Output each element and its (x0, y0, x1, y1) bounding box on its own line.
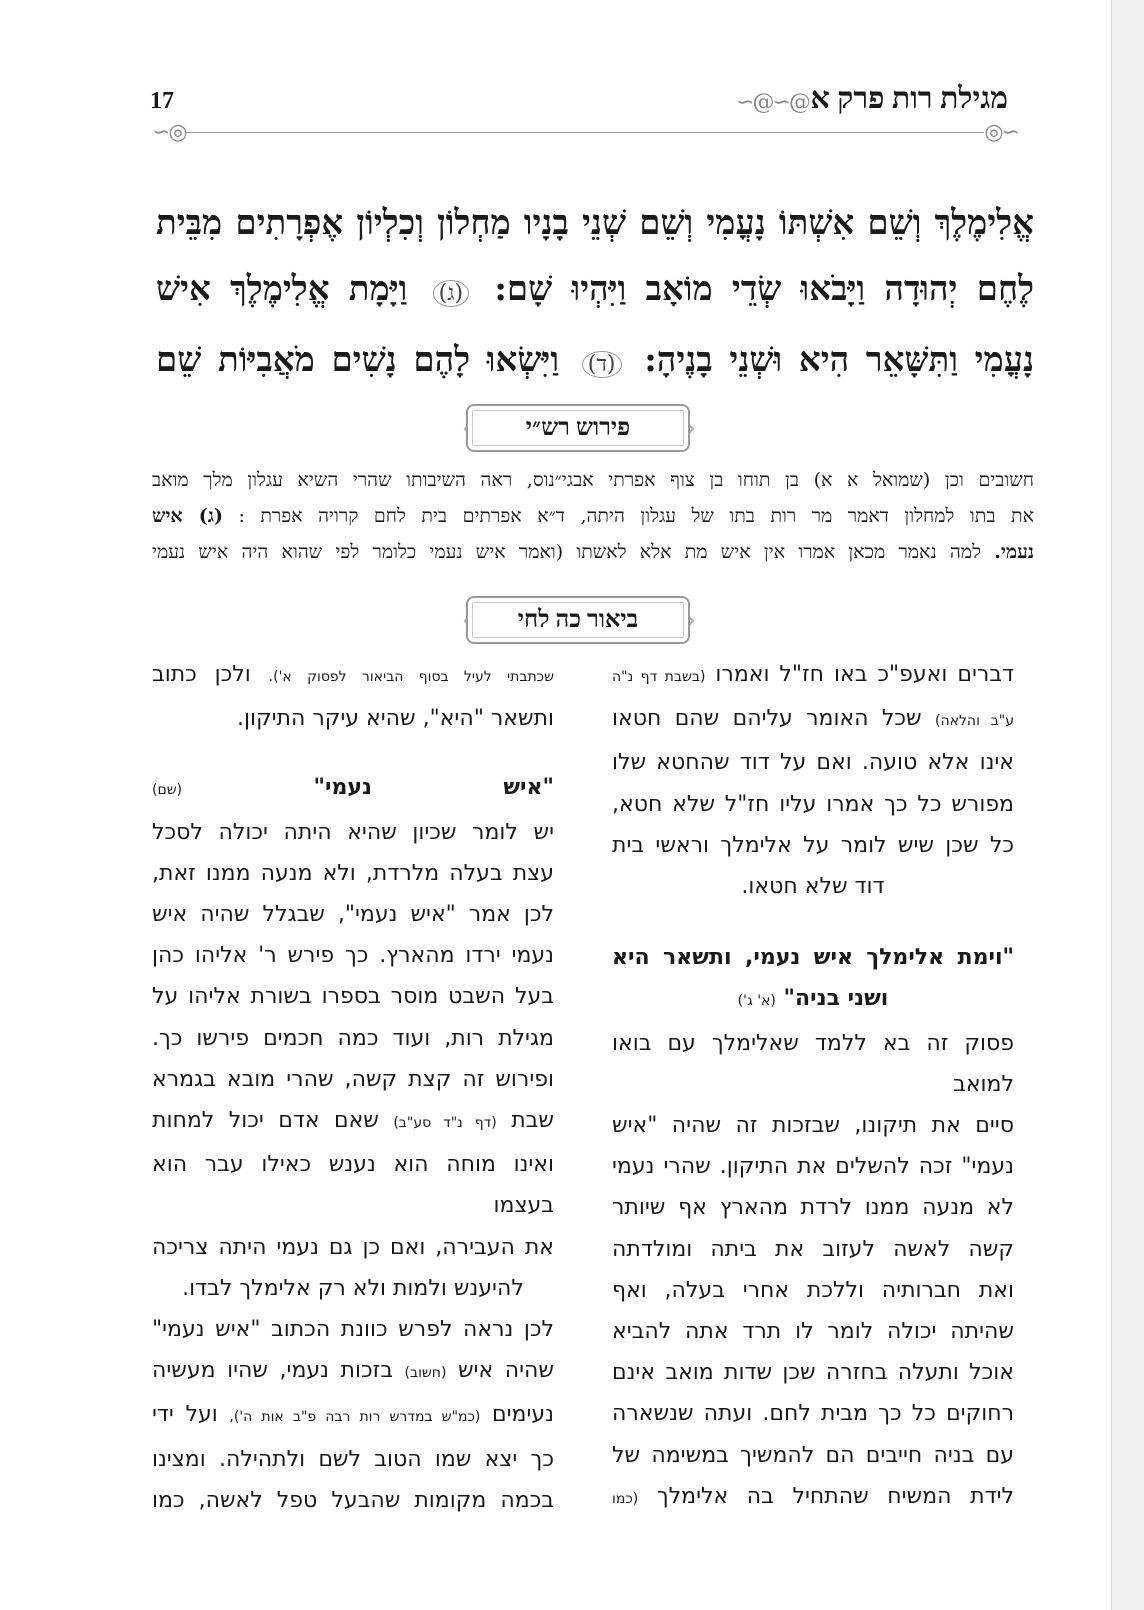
rashi-verse-heading: נעמי. (994, 541, 1034, 563)
paragraph-line: יש לומר שכיון שהיא היתה יכולה לסכל (152, 819, 554, 845)
section-heading (612, 978, 1014, 1022)
page-edge (1111, 0, 1144, 1610)
running-title: מגילת רות פרק א (810, 82, 1008, 115)
text: בזכות נעמי, שהיו מעשיה (152, 1358, 393, 1384)
paragraph-line: כך יצא שמו הטוב לשם ולתהילה. ומצינו (152, 1446, 554, 1472)
paragraph-line: סיים את תיקונו, שבזכות זה שהיה "איש (612, 1113, 1014, 1139)
text: נעימים (492, 1402, 554, 1428)
text: לידת המשיח שהתחיל בה אלימלך (656, 1483, 1014, 1509)
rashi-verse-heading: (ג) איש (152, 505, 223, 527)
paragraph-line: נעמי ירדו מהארץ. כך פירש ר' אליהו כהן (152, 943, 554, 969)
section-heading: "וימת אלימלך איש נעמי, ותשאר היא (612, 945, 1014, 971)
paragraph-line: את העבירה, ואם כן גם נעמי היתה צריכה (152, 1234, 554, 1260)
paragraph-line: ואינו מוחה הוא נענש כאילו עבר הוא בעצמו (152, 1152, 554, 1219)
source-ref: (דף נ"ד סע"ב) (393, 1115, 497, 1132)
rashi-commentary (152, 462, 1034, 570)
heading-text: "איש נעמי" (313, 775, 554, 801)
page-header (150, 80, 1018, 150)
paragraph-line: ואת חברותיה וללכת אחרי בעלה, ואף (612, 1277, 1014, 1303)
paragraph-line: מגילת רות, ועוד כמה חכמים פירשו כך. (152, 1025, 554, 1051)
paragraph-line (152, 1100, 554, 1144)
source-ref: (בשבת דף נ"ה (612, 669, 706, 685)
text: ולכן כתוב (152, 662, 251, 687)
paragraph-line: רחוקים כל כך מבית לחם. ועתה שנשארה (612, 1401, 1014, 1427)
verse-number: (ד) (582, 351, 622, 378)
paragraph-line: לכן אמר "איש נעמי", שבגלל שהיה איש (152, 902, 554, 928)
paragraph-line: פסוק זה בא ללמד שאלימלך עם בואו למואב (612, 1030, 1014, 1097)
paragraph-line: עצת בעלה מלרדת, ולא מנעה ממנו זאת, (152, 860, 554, 886)
text: שבת (511, 1108, 554, 1134)
source-ref: (כמו (612, 1490, 639, 1507)
source-ref: (חשוב) (404, 1365, 447, 1382)
text: שהיה איש (457, 1358, 554, 1384)
paragraph-line: ופירוש זה קצת קשה, שהרי מובא בגמרא (152, 1066, 554, 1092)
commentary-column-right (612, 654, 1014, 1520)
verse-line-text: וַיִּשְׂאוּ לָהֶם נָשִׁים מֹאֲבִיּוֹת שֵׁם (156, 340, 560, 380)
paragraph-line (612, 1476, 1014, 1520)
biur-title: ביאור כה לחי (466, 596, 690, 644)
text: שאם אדם יכול למחות (152, 1108, 379, 1134)
page-number: 17 (150, 88, 174, 114)
verse-line (156, 327, 1034, 398)
commentary-column-left (152, 654, 554, 1521)
paragraph-line: להיענש ולמות ולא רק אלימלך לבדו. (182, 1275, 524, 1301)
swirl-ornament-icon: ∽@∽@ (736, 90, 809, 115)
source-ref: (כמ"ש במדרש רות רבה פ"ב אות ה'), (229, 1409, 481, 1426)
paragraph-line: דוד שלא חטאו. (741, 874, 885, 900)
verse-line-text: וַיָּמָת אֱלִימֶלֶךְ אִישׁ (156, 269, 408, 309)
paragraph-line: ותשאר "היא", שהיא עיקר התיקון. (236, 706, 554, 732)
paragraph-line: בעל השבט מוסר בספרו בשורת אליהו על (152, 984, 554, 1010)
source-ref: שכתבתי לעיל בסוף הביאור לפסוק א'). (268, 669, 554, 685)
paragraph-line: כל שכן שיש לומר על אלימלך וראשי בית (612, 832, 1014, 858)
paragraph-line: שהיתה יכולה לומר לו תרד אתה להביא (612, 1319, 1014, 1345)
paragraph-line: בכמה מקומות שהבעל טפל לאשה, כמו (152, 1487, 554, 1513)
rashi-line: חשובים וכן (שמואל א א) בן תוחו בן צוף אפרתי אבגי״נוס, ראה השיבותו שהרי השיא עגלון מלך מואב (152, 469, 1034, 491)
verse-line-text: נָעֳמִי וַתִּשָּׁאֵר הִיא וּשְׁנֵי בָנֶיהָ: (644, 340, 1034, 380)
paragraph-line: קשה לאשה לעזוב את ביתה ומולדתה (612, 1236, 1014, 1262)
paragraph-line (612, 698, 1014, 742)
rashi-text: את בתו למחלון דאמר מר רות בתו של עגלון היתה, ד״א אפרתים בית לחם קרויה אפרת : (238, 505, 1034, 527)
paragraph-line (612, 654, 1014, 698)
header-rule (186, 132, 984, 133)
verse-line (156, 256, 1034, 327)
paragraph-line: מפורש כל כך אמרו עליו חז"ל שלא חטא, (612, 791, 1014, 817)
verse-text (156, 190, 1034, 398)
swirl-ornament-icon: ∽◎ (152, 120, 186, 145)
paragraph-line: אוכל ותעלה בחזרה שכן שדות מואב אינם (612, 1360, 1014, 1386)
rashi-line (152, 498, 1034, 534)
verse-line (156, 190, 1034, 256)
verse-line-text: אֱלִימֶלֶךְ וְשֵׁם אִשְׁתּוֹ נָעֳמִי וְשֵׁם שְׁנֵי בָנָיו מַחְלוֹן וְכִלְיוֹן אֶפְרָתִים מִבֵּית (156, 203, 1034, 243)
paragraph-line: אינו אלא טועה. ואם על דוד שהחטא שלו (612, 750, 1014, 776)
rashi-title: פירוש רש״י (466, 404, 690, 452)
text: דברים ואעפ"כ באו חז"ל ואמרו (715, 662, 1015, 687)
section-heading (152, 767, 554, 811)
paragraph-line (152, 1350, 554, 1394)
heading-text: ושני בניה" (783, 986, 889, 1012)
paragraph-line: עם בניה חייבים הם להמשיך במשימה של (612, 1442, 1014, 1468)
rashi-line (152, 534, 1034, 570)
text: שכל האומר עליהם שהם חטאו (612, 706, 922, 732)
swirl-ornament-icon: ◎∽ (984, 120, 1018, 145)
paragraph-line: לא מנעה ממנו לרדת מהארץ אף שיותר (612, 1195, 1014, 1221)
source-ref: (א' ג') (737, 993, 776, 1010)
paragraph-line: לכן נראה לפרש כוונת הכתוב "איש נעמי" (152, 1317, 554, 1343)
paragraph-line (152, 1394, 554, 1438)
text: ועל ידי (152, 1402, 218, 1428)
paragraph-line: נעמי" זכה להשלים את התיקון. שהרי נעמי (612, 1154, 1014, 1180)
rashi-text: למה נאמר מכאן אמרו אין איש מת אלא לאשתו (ואמר איש נעמי כלומר לפי שהוא היה איש נעמי (152, 541, 981, 563)
verse-number: (ג) (433, 280, 469, 307)
source-ref: ע"ב והלאה) (935, 713, 1014, 730)
paragraph-line (152, 654, 554, 698)
source-ref: (שם) (152, 782, 183, 799)
verse-line-text: לֶחֶם יְהוּדָה וַיָּבֹאוּ שְׂדֵי מוֹאָב וַיִּהְיוּ שָׁם: (494, 269, 1034, 309)
